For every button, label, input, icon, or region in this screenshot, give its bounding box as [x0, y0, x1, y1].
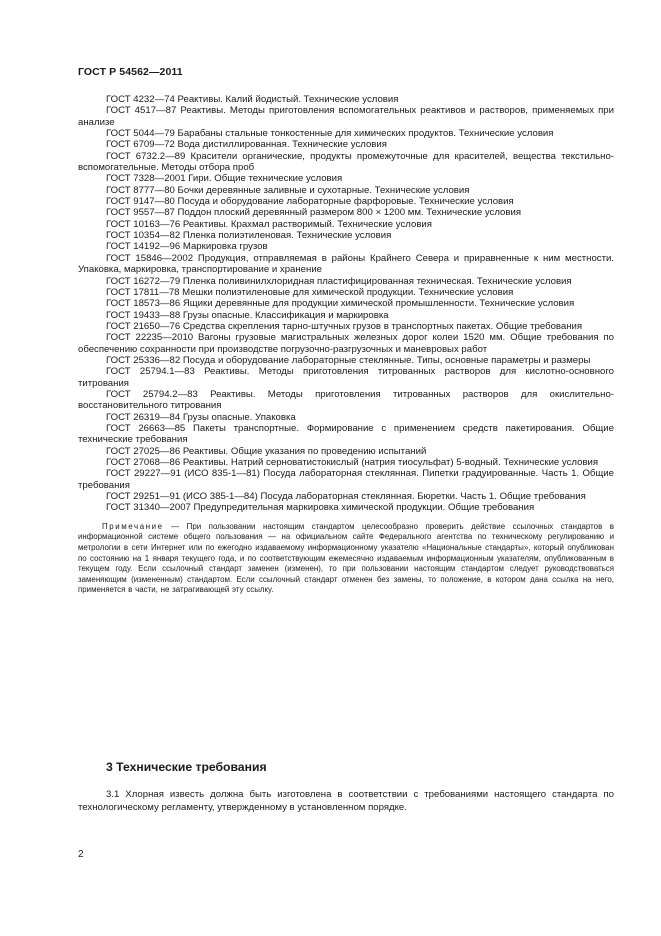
reference-item: ГОСТ 29227—91 (ИСО 835-1—81) Посуда лабораторная стеклянная. Пипетки градуированные. Часть 1. Общие требования — [78, 468, 614, 491]
reference-item: ГОСТ 9557—87 Поддон плоский деревянный размером 800 × 1200 мм. Технические условия — [106, 207, 522, 219]
reference-item: ГОСТ 21650—76 Средства скрепления тарно-штучных грузов в транспортных пакетах. Общие требования — [106, 320, 583, 332]
reference-item: ГОСТ 4232—74 Реактивы. Калий йодистый. Технические условия — [106, 94, 399, 105]
reference-item: ГОСТ 22235—2010 Вагоны грузовые магистральных железных дорог колеи 1520 мм. Общие требования по обеспечению сохранности при производстве погрузочно-разгрузочных и маневровых работ — [78, 332, 614, 355]
reference-item: ГОСТ 18573—86 Ящики деревянные для продукции химической промышленности. Технические условия — [106, 298, 575, 310]
reference-item: ГОСТ 26663—85 Пакеты транспортные. Формирование с применением средств пакетирования. Общие технические требования — [78, 422, 614, 446]
reference-item: ГОСТ 15846—2002 Продукция, отправляемая в районы Крайнего Севера и приравненные к ним местности. Упаковка, маркировка, транспортирование и хранение — [78, 252, 614, 276]
reference-item: ГОСТ 26319—84 Грузы опасные. Упаковка — [106, 411, 296, 423]
reference-item: ГОСТ 8777—80 Бочки деревянные заливные и сухотарные. Технические условия — [106, 184, 470, 196]
reference-item: ГОСТ 6709—72 Вода дистиллированная. Технические условия — [106, 139, 387, 151]
reference-item: ГОСТ 9147—80 Посуда и оборудование лабораторные фарфоровые. Технические условия — [106, 196, 514, 208]
reference-item: ГОСТ 5044—79 Барабаны стальные тонкостенные для химических продуктов. Технические условия — [106, 128, 554, 140]
reference-item: ГОСТ 29251—91 (ИСО 385-1—84) Посуда лабораторная стеклянная. Бюретки. Часть 1. Общие требования — [106, 491, 586, 503]
reference-item: ГОСТ 16272—79 Пленка поливинилхлоридная пластифицированная техническая. Технические условия — [106, 275, 572, 287]
reference-item: ГОСТ 25794.1—83 Реактивы. Методы приготовления титрованных растворов для кислотно-основного титрования — [78, 366, 614, 389]
note-paragraph — [78, 522, 614, 596]
reference-item: ГОСТ 4517—87 Реактивы. Методы приготовления вспомогательных реактивов и растворов, применяемых при анализе — [78, 105, 614, 128]
section-paragraph: 3.1 Хлорная известь должна быть изготовлена в соответствии с требованиями настоящего стандарта по технологическому регламенту, утвержденному в установленном порядке. — [78, 789, 614, 813]
reference-item: ГОСТ 10354—82 Пленка полиэтиленовая. Технические условия — [106, 230, 392, 242]
reference-item: ГОСТ 10163—76 Реактивы. Крахмал растворимый. Технические условия — [106, 218, 432, 230]
normative-references — [78, 94, 614, 604]
reference-item: ГОСТ 31340—2007 Предупредительная маркировка химической продукции. Общие требования — [106, 502, 535, 514]
reference-item: ГОСТ 25336—82 Посуда и оборудование лабораторные стеклянные. Типы, основные параметры и размеры — [106, 354, 591, 366]
section-heading: 3 Технические требования — [106, 760, 267, 774]
reference-item: ГОСТ 14192—96 Маркировка грузов — [106, 241, 268, 253]
note-label: Примечание — [102, 521, 164, 531]
page-number: 2 — [78, 849, 84, 860]
note-text: — При пользовании настоящим стандартом целесообразно проверить действие ссылочных стандартов в информационной системе общего пользования — на официальном сайте Федерального агентства по техническому регулированию и метрологии в сети Интернет или по ежегодно издаваемому информационному указателю «Национальные стандарты», который опубликован по состоянию на 1 января текущего года, и по соответствующим ежемесячно издаваемым информационным указателям, опубликованным в текущем году. Если ссылочный стандарт заменен (изменен), то при пользовании настоящим стандартом следует руководствоваться заменяющим (измененным) стандартом. Если ссылочный стандарт отменен без замены, то положение, в котором дана ссылка на него, применяется в части, не затрагивающей эту ссылку. — [78, 521, 614, 595]
reference-item: ГОСТ 25794.2—83 Реактивы. Методы приготовления титрованных растворов для окислительно-восстановительного титрования — [78, 388, 614, 412]
reference-item: ГОСТ 17811—78 Мешки полиэтиленовые для химической продукции. Технические условия — [106, 286, 514, 298]
reference-item: ГОСТ 19433—88 Грузы опасные. Классификация и маркировка — [106, 309, 389, 321]
reference-item: ГОСТ 27068—86 Реактивы. Натрий серноватистокислый (натрия тиосульфат) 5-водный. Технические условия — [106, 457, 599, 468]
page-header-standard-number: ГОСТ Р 54562—2011 — [78, 66, 183, 78]
reference-item: ГОСТ 6732.2—89 Красители органические, продукты промежуточные для красителей, вещества текстильно-вспомогательные. Методы отбора проб — [78, 150, 614, 174]
reference-item: ГОСТ 27025—86 Реактивы. Общие указания по проведению испытаний — [106, 445, 427, 457]
reference-item: ГОСТ 7328—2001 Гири. Общие технические условия — [106, 173, 343, 185]
